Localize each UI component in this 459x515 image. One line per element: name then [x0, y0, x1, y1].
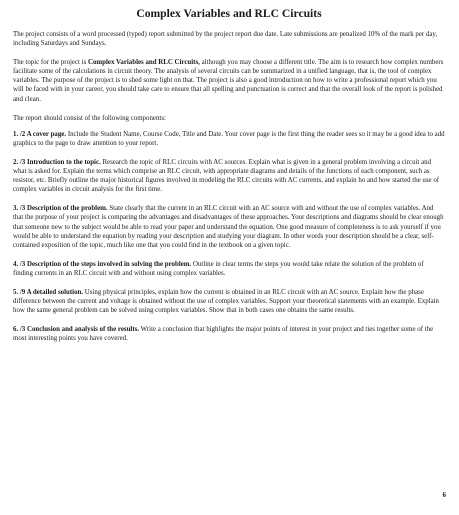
section-problem-description: [13, 204, 445, 249]
section-steps: [13, 260, 445, 278]
section-conclusion: [13, 325, 445, 343]
section-body: Research the topic of RLC circuits with AC sources. Explain what is given in a general problem involving a circuit and what is asked for. Explain the terms which comprise an RLC circuit, with appropriate diagrams and details of the functions of each component, such as resistor, etc. Briefly outline the major historical figures involved in modeling the RLC circuits with AC currents, and explain ho and how started the use of complex variables in circuit analysis for the first time.: [13, 158, 440, 194]
section-heading: 4. /3 Description of the steps involved in solving the problem.: [13, 260, 192, 268]
section-body: Using physical principles, explain how the current is obtained in an RLC circuit with an AC source. Explain how the phase difference between the current and voltage is obtained without the use of complex variables. Support your theoretical statements with an example. Explain how the same general problem can be solved using complex variables. Show that in both cases one obtains the same results.: [13, 288, 439, 315]
section-heading: 6. /3 Conclusion and analysis of the results.: [13, 326, 140, 334]
section-cover-page: [13, 130, 445, 148]
section-heading: 2. /3 Introduction to the topic.: [13, 158, 101, 166]
section-body: Include the Student Name, Course Code, Title and Date. Your cover page is the first thing the reader sees so it may be a good idea to add graphics to the page to draw attention to your report.: [13, 130, 445, 147]
topic-paragraph: [13, 58, 445, 103]
intro-paragraph: The project consists of a word processed (typed) report submitted by the project report due date. Late submissions are penalized 10% of the mark per day, including Saturdays and Sundays.: [13, 31, 438, 48]
components-intro: The report should consist of the following components:: [13, 114, 166, 122]
section-body: Outline in clear terms the steps you would take relate the solution of the problem of finding currents in an RLC circuit with and without using complex variables.: [13, 260, 424, 277]
section-heading: 1. /2 A cover page.: [13, 130, 67, 138]
section-introduction: [13, 158, 445, 194]
topic-title-bold: Complex Variables and RLC Circuits,: [88, 59, 200, 67]
topic-lead: The topic for the project is: [13, 59, 89, 67]
section-heading: 5. /9 A detailed solution.: [13, 288, 84, 296]
section-body: Write a conclusion that highlights the major points of interest in your project and ties together some of the most interesting points you have covered.: [13, 326, 434, 343]
document-title: Complex Variables and RLC Circuits: [136, 7, 322, 20]
section-heading: 3. /3 Description of the problem.: [13, 205, 108, 213]
section-body: State clearly that the current in an RLC circuit with an AC source with and without the use of complex variables. And that the purpose of your project is comparing the advantages and disadvantages of these approaches. Your descriptions and diagrams should be clear enough that someone new to the subject would be able to read your paper and understand the equation. One good measure of completeness is to ask yourself if you would be able to understand the equation by reading your description and studying your diagram. In other words your description should be a clear, self-contained exposition of the topic, much like one that you could find in the textbook on a given topic.: [13, 205, 444, 249]
section-detailed-solution: [13, 288, 445, 315]
topic-rest: although you may choose a different title. The aim is to research how complex numbers facilitate some of the calculations in circuit theory. The analysis of several circuits can be summarized in a unified language, that is, the tool of complex variables. The purpose of the project is to shed some light on that. The project is also a good introduction on how to write a professional report which you will be faced with in your career, you should take care to ensure that all spelling and punctuation is correct and that the overall look of the report is polished and clean.: [13, 59, 444, 103]
page-number: 6: [442, 491, 446, 499]
